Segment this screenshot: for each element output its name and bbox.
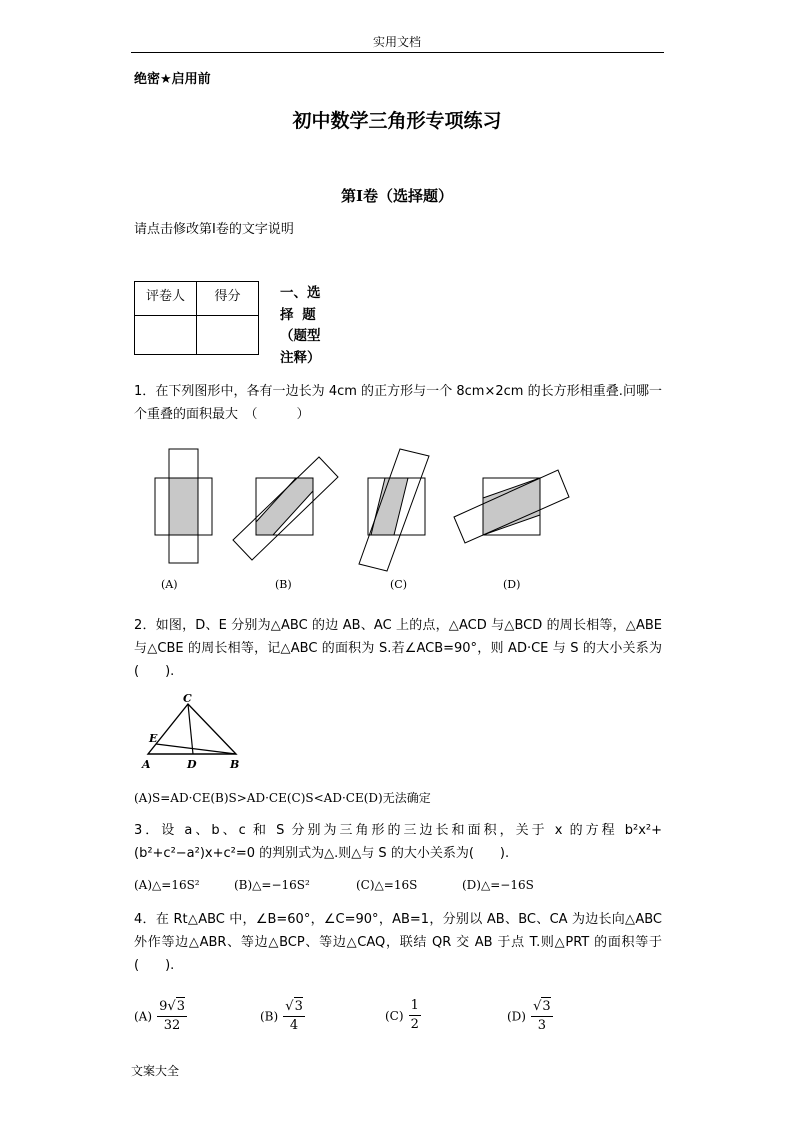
question-3-option-b: (B)△=−16S² — [234, 878, 310, 892]
option-label: (C) — [385, 1009, 404, 1023]
question-4-text: 4．在 Rt△ABC 中，∠B=60°，∠C=90°，AB=1，分别以 AB、BC、CA 为边长向△ABC 外作等边△ABR、等边△BCP、等边△CAQ，联结 QR 交 AB 于点 T.则△PRT 的面积等于( ). — [134, 912, 662, 973]
question-3-text: 3．设 a、b、c 和 S 分别为三角形的三边长和面积，关于 x 的方程 b²x²+(b²+c²−a²)x+c²=0 的判别式为△.则△与 S 的大小关系为( ). — [134, 823, 662, 861]
question-4-option-b — [260, 997, 305, 1035]
secret-mark: 绝密★启用前 — [134, 72, 211, 87]
figure-c — [359, 449, 429, 571]
vertex-label-e: E — [149, 732, 158, 745]
score-table — [134, 281, 259, 355]
section-heading — [280, 283, 330, 369]
figure-label: (D) — [503, 578, 521, 591]
vertex-label-d: D — [187, 758, 197, 771]
question-2-text: 2．如图，D、E 分别为△ABC 的边 AB、AC 上的点，△ACD 与△BCD 的周长相等，△ABE与△CBE 的周长相等，记△ABC 的面积为 S.若∠ACB=90°，则 AD·CE 与 S 的大小关系为( ). — [134, 618, 662, 679]
figure-d — [454, 470, 569, 543]
radicand: 3 — [294, 999, 303, 1014]
section-heading-line: （题型 — [280, 328, 321, 344]
section-heading-line: 一、选 — [280, 285, 321, 301]
option-label: (D) — [507, 1009, 526, 1024]
page-footer: 文案大全 — [131, 1064, 180, 1078]
score-table-grader-header: 评卷人 — [135, 282, 197, 316]
part-note: 请点击修改第Ⅰ卷的文字说明 — [134, 222, 294, 237]
part-title: 第Ⅰ卷（选择题） — [340, 187, 454, 205]
figure-a — [155, 449, 212, 563]
figure-b — [233, 457, 338, 560]
header-rule — [131, 52, 664, 53]
question-1-figures — [130, 440, 580, 600]
question-3-option-c: (C)△=16S — [356, 878, 418, 892]
radicand: 3 — [176, 999, 185, 1014]
figure-label: (A) — [161, 578, 178, 591]
vertex-label-a: A — [142, 758, 151, 771]
question-2-options: (A)S=AD·CE(B)S>AD·CE(C)S<AD·CE(D)无法确定 — [134, 791, 431, 805]
page-header: 实用文档 — [372, 35, 421, 49]
numerator: 1 — [409, 997, 421, 1016]
score-table-score-cell[interactable] — [197, 316, 259, 355]
question-1-text: 1．在下列图形中，各有一边长为 4cm 的正方形与一个 8cm×2cm 的长方形相重叠.问哪一个重叠的面积最大 （ ） — [134, 384, 662, 422]
denominator: 32 — [163, 1018, 181, 1033]
option-label: (B) — [260, 1009, 279, 1024]
section-heading-line: 注释） — [280, 349, 321, 366]
question-3-option-a: (A)△=16S² — [134, 878, 200, 892]
option-label: (A) — [134, 1009, 153, 1024]
denominator: 3 — [537, 1018, 546, 1033]
document-title: 初中数学三角形专项练习 — [292, 110, 502, 132]
question-4-option-c — [385, 997, 421, 1034]
question-4-option-a — [134, 997, 187, 1035]
figure-label: (C) — [390, 578, 407, 591]
vertex-label-b: B — [230, 758, 240, 771]
question-4-option-d — [507, 997, 553, 1035]
vertex-label-c: C — [183, 692, 192, 705]
numerator-coefficient: 9 — [159, 999, 168, 1014]
score-table-grader-cell[interactable] — [135, 316, 197, 355]
radicand: 3 — [542, 999, 551, 1014]
score-table-score-header: 得分 — [197, 282, 259, 316]
denominator: 2 — [410, 1017, 419, 1032]
question-3-option-d: (D)△=−16S — [462, 878, 534, 892]
fraction: $\frac{√3}{3}$ — [533, 999, 551, 1033]
section-heading-line: 择 题 — [280, 306, 318, 323]
figure-label: (B) — [275, 578, 292, 591]
question-2-figure — [138, 692, 248, 772]
fraction: $\frac{√3}{4}$ — [285, 999, 303, 1033]
denominator: 4 — [289, 1018, 299, 1033]
fraction — [409, 997, 421, 1034]
fraction: $\frac{9√3}{32}$ — [159, 999, 185, 1033]
